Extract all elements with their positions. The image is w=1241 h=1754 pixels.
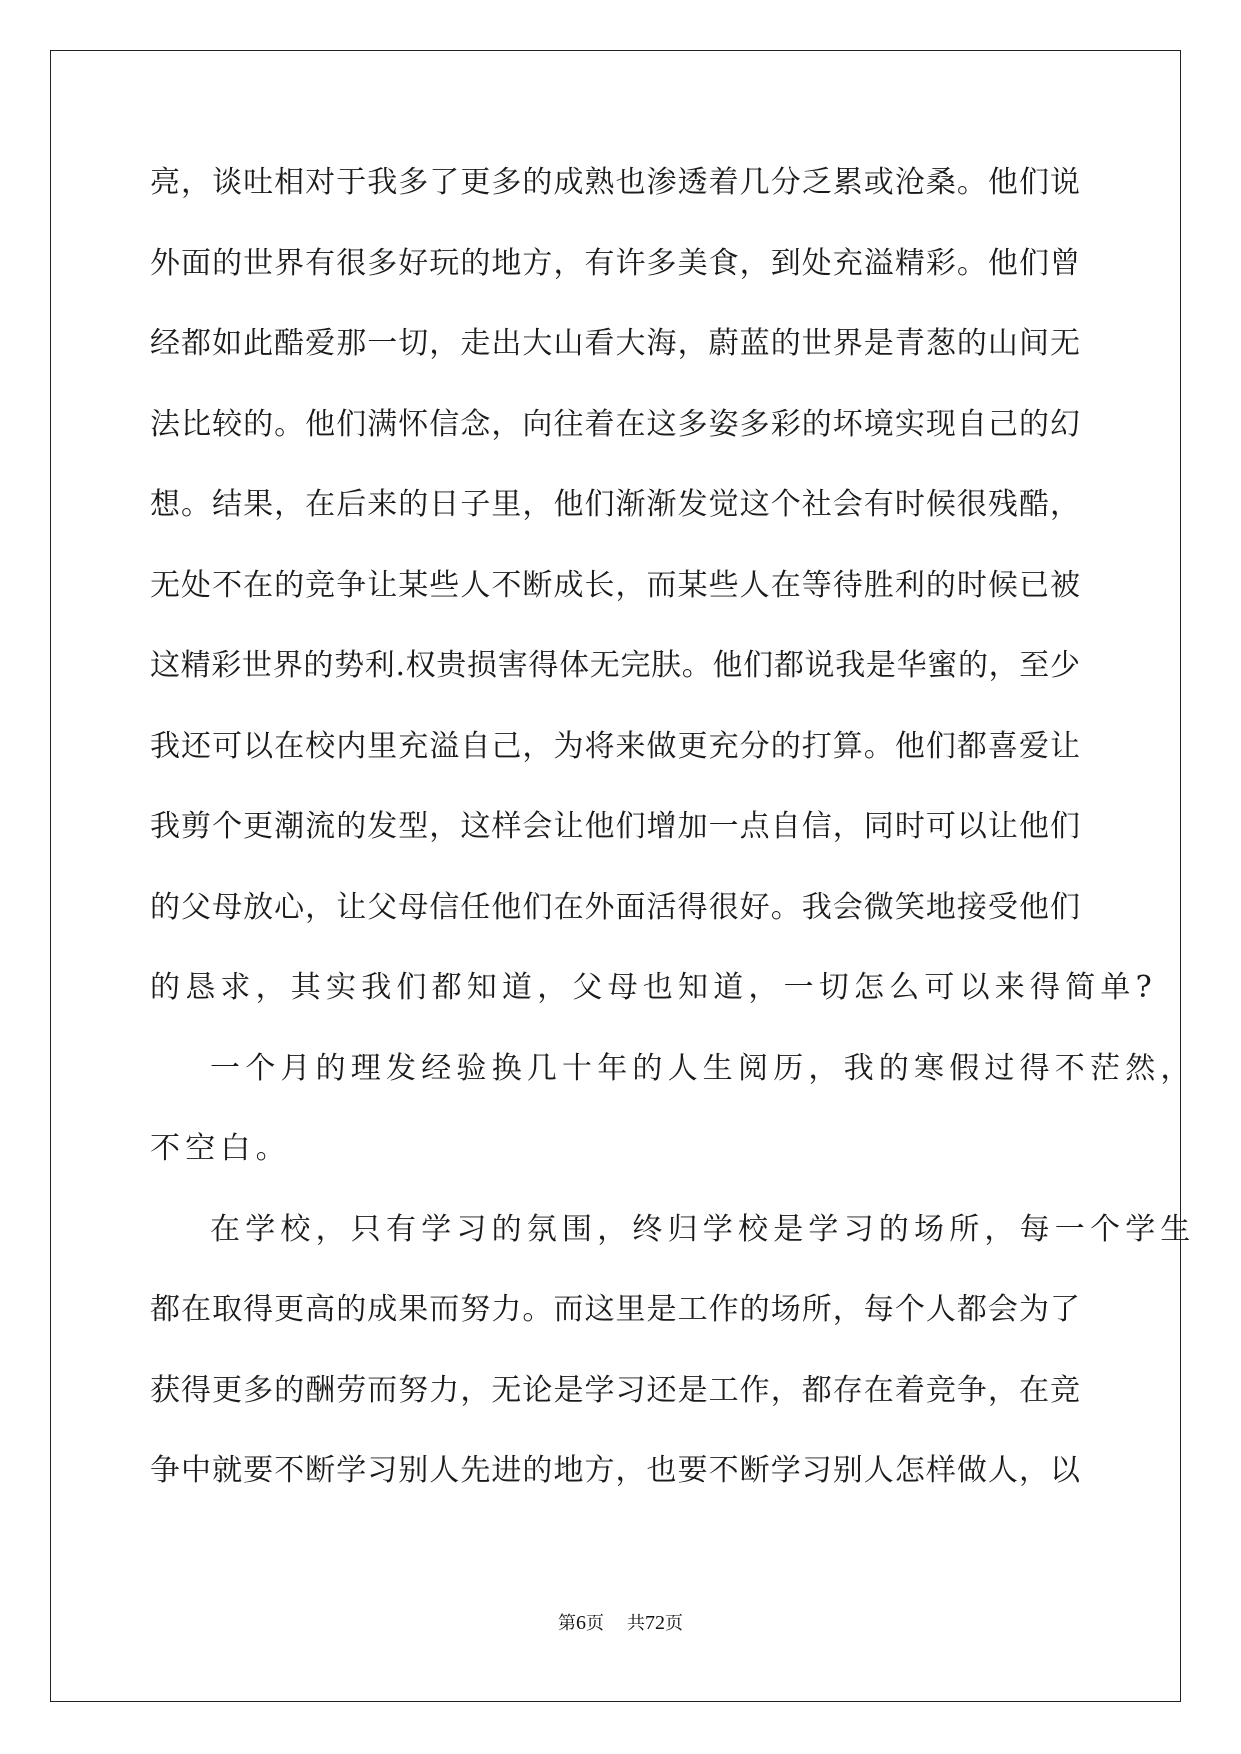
- text-line: 经都如此酷爱那一切，走出大山看大海，蔚蓝的世界是青葱的山间无: [150, 326, 1080, 361]
- text-line: 我还可以在校内里充溢自己，为将来做更充分的打算。他们都喜爱让: [150, 728, 1080, 764]
- page-suffix: 页: [586, 1613, 605, 1634]
- text-line: 想。结果，在后来的日子里，他们渐渐发觉这个社会有时候很残酷，: [150, 487, 1080, 522]
- text-line: 获得更多的酬劳而努力，无论是学习还是工作，都存在着竞争，在竞: [150, 1372, 1080, 1408]
- paragraph-start-line: 在学校，只有学习的氛围，终归学校是学习的场所，每一个学生: [210, 1211, 1196, 1247]
- page-footer: [0, 1612, 1241, 1635]
- paragraph-start-line: 一个月的理发经验换几十年的人生阅历，我的寒假过得不茫然，: [210, 1050, 1196, 1086]
- page-prefix: 第: [558, 1613, 577, 1634]
- text-line: 的恳求，其实我们都知道，父母也知道，一切怎么可以来得简单?: [150, 970, 1157, 1005]
- text-line: 我剪个更潮流的发型，这样会让他们增加一点自信，同时可以让他们: [150, 809, 1080, 844]
- text-line: 争中就要不断学习别人先进的地方，也要不断学习别人怎样做人，以: [150, 1453, 1080, 1488]
- total-suffix: 页: [664, 1613, 683, 1634]
- text-line: 这精彩世界的势利.权贵损害得体无完肤。他们都说我是华蜜的，至少: [150, 648, 1080, 683]
- text-line: 法比较的。他们满怀信念，向往着在这多姿多彩的坏境实现自己的幻: [150, 406, 1080, 442]
- text-line: 无处不在的竞争让某些人不断成长，而某些人在等待胜利的时候已被: [150, 567, 1080, 603]
- total-pages: 72: [644, 1612, 665, 1634]
- text-line: 都在取得更高的成果而努力。而这里是工作的场所，每个人都会为了: [150, 1292, 1080, 1327]
- body-text: [150, 158, 1196, 1527]
- text-line: 亮，谈吐相对于我多了更多的成熟也渗透着几分乏累或沧桑。他们说: [150, 165, 1080, 200]
- text-line: 外面的世界有很多好玩的地方，有许多美食，到处充溢精彩。他们曾: [150, 245, 1080, 281]
- text-line: 的父母放心，让父母信任他们在外面活得很好。我会微笑地接受他们: [150, 889, 1080, 925]
- total-prefix: 共: [626, 1613, 645, 1634]
- text-line: 不空白。: [150, 1131, 291, 1166]
- page-number: 6: [576, 1612, 587, 1634]
